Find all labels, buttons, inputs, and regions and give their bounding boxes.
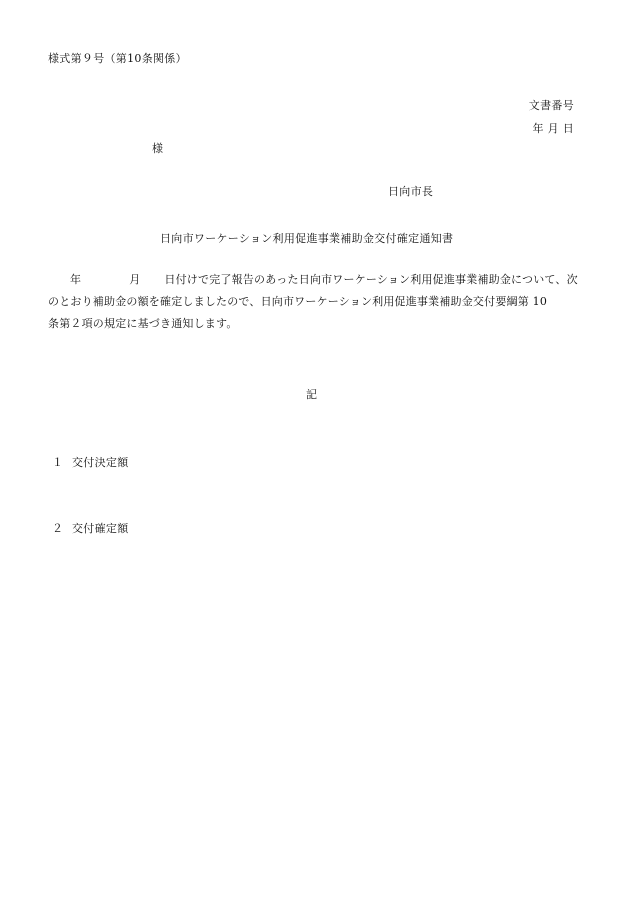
addressee-suffix: 様 [152, 142, 164, 155]
issuer-name: 日向市長 [388, 185, 434, 198]
date-label: 年 月 日 [532, 122, 574, 135]
body-line-1 [48, 274, 578, 296]
month-label: 月 [129, 273, 141, 286]
body-line-3: 条第２項の規定に基づき通知します。 [48, 317, 238, 330]
document-number-label: 文書番号 [528, 99, 574, 112]
item-number: １ [52, 456, 64, 469]
document-title: 日向市ワーケーション利用促進事業補助金交付確定通知書 [160, 232, 454, 245]
body-line-1-text: 日付けで完了報告のあった日向市ワーケーション利用促進事業補助金について、次 [164, 273, 578, 286]
body-line-2: のとおり補助金の額を確定しましたので、日向市ワーケーション利用促進事業補助金交付要綱第 10 [48, 295, 548, 308]
list-item [52, 457, 129, 468]
ki-heading: 記 [306, 388, 318, 401]
item-label: 交付確定額 [72, 522, 129, 535]
year-label: 年 [70, 273, 82, 286]
item-number: ２ [52, 522, 64, 535]
item-label: 交付決定額 [72, 456, 129, 469]
body-paragraph [48, 274, 578, 340]
list-item [52, 523, 129, 534]
form-number: 様式第９号（第10条関係） [48, 52, 187, 65]
